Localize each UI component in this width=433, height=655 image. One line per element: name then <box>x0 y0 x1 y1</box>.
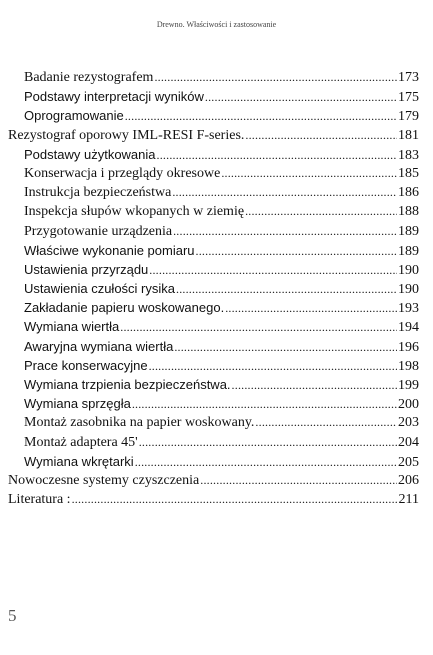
toc-entry <box>8 337 419 356</box>
toc-entry-title: Wymiana wiertła <box>24 319 120 335</box>
toc-entry <box>8 68 419 87</box>
toc-leader-dots <box>149 357 397 376</box>
toc-entry-title: Awaryjna wymiana wiertła <box>24 338 174 354</box>
toc-leader-dots <box>154 68 397 87</box>
toc-entry <box>8 106 419 125</box>
toc-entry <box>8 145 419 164</box>
toc-entry <box>8 317 419 336</box>
toc-entry-page: 190 <box>398 282 419 298</box>
toc-entry-page: 205 <box>398 454 419 470</box>
toc-entry-title: Ustawienia przyrządu <box>24 261 149 277</box>
toc-leader-dots <box>135 453 397 472</box>
toc-leader-dots <box>196 242 397 261</box>
toc-entry-title: Wymiana trzpienia bezpieczeństwa. <box>24 377 231 392</box>
toc-entry-title: Właściwe wykonanie pomiaru <box>24 242 195 258</box>
toc-entry-title: Oprogramowanie <box>24 108 124 124</box>
toc-entry <box>8 202 419 221</box>
toc-entry-title: Inspekcja słupów wkopanych w ziemię <box>24 204 245 220</box>
toc-leader-dots <box>200 471 397 490</box>
toc-leader-dots <box>139 433 397 452</box>
toc-entry-page: 181 <box>398 127 419 143</box>
toc-entry-page: 189 <box>398 243 419 259</box>
toc-entry <box>8 356 419 375</box>
toc-entry-page: 206 <box>398 472 419 488</box>
toc-leader-dots <box>125 107 397 126</box>
toc-entry <box>8 126 419 145</box>
page-number: 5 <box>8 606 17 625</box>
toc-entry <box>8 260 419 279</box>
running-header: Drewno. Właściwości i zastosowanie <box>156 20 277 29</box>
toc-entry-page: 198 <box>398 358 419 374</box>
toc-entry-title: Podstawy interpretacji wyników <box>24 89 204 105</box>
toc-leader-dots <box>225 299 397 318</box>
toc-entry-title: Badanie rezystografem <box>24 70 154 85</box>
toc-leader-dots <box>173 222 397 241</box>
toc-leader-dots <box>221 164 397 183</box>
toc-entry-title: Wymiana wkrętarki <box>24 453 134 469</box>
toc-entry <box>8 375 419 394</box>
toc-entry-page: 211 <box>398 492 419 508</box>
toc-leader-dots <box>205 88 397 107</box>
toc-leader-dots <box>245 126 397 145</box>
toc-entry-page: 190 <box>398 262 419 278</box>
toc-leader-dots <box>176 280 397 299</box>
toc-entry-page: 179 <box>398 109 419 125</box>
toc-leader-dots <box>232 376 397 395</box>
table-of-contents <box>8 68 419 509</box>
toc-leader-dots <box>157 146 397 165</box>
toc-entry-title: Ustawienia czułości rysika <box>24 281 175 297</box>
toc-entry-page: 183 <box>398 147 419 163</box>
toc-entry-page: 194 <box>398 320 419 336</box>
toc-entry-title: Nowoczesne systemy czyszczenia <box>8 472 200 488</box>
toc-entry-page: 199 <box>398 378 419 393</box>
toc-entry <box>8 452 419 471</box>
toc-leader-dots <box>132 395 397 414</box>
toc-entry-title: Instrukcja bezpieczeństwa <box>24 185 172 201</box>
toc-entry-title: Rezystograf oporowy IML-RESI F-series. <box>8 127 245 143</box>
toc-entry-title: Wymiana sprzęgła <box>24 396 131 412</box>
toc-entry <box>8 471 419 490</box>
toc-entry <box>8 298 419 317</box>
toc-entry <box>8 433 419 452</box>
toc-leader-dots <box>72 490 398 509</box>
toc-entry-page: 186 <box>398 185 419 201</box>
toc-leader-dots <box>172 183 397 202</box>
toc-entry <box>8 222 419 241</box>
toc-entry-page: 189 <box>398 223 419 239</box>
toc-entry-page: 173 <box>398 70 419 85</box>
toc-leader-dots <box>255 413 397 432</box>
toc-entry <box>8 490 419 509</box>
toc-entry-title: Zakładanie papieru woskowanego. <box>24 300 225 316</box>
toc-leader-dots <box>245 202 397 221</box>
toc-entry-title: Prace konserwacyjne <box>24 357 148 373</box>
toc-entry-page: 185 <box>398 165 419 181</box>
toc-entry-title: Literatura : <box>8 492 71 508</box>
toc-entry <box>8 183 419 202</box>
toc-entry-title: Przygotowanie urządzenia <box>24 223 173 239</box>
toc-entry <box>8 87 419 106</box>
toc-entry-page: 196 <box>398 339 419 355</box>
toc-entry <box>8 413 419 432</box>
toc-entry-title: Montaż adaptera 45' <box>24 434 138 450</box>
toc-leader-dots <box>120 318 397 337</box>
toc-entry-page: 200 <box>398 397 419 413</box>
toc-entry-title: Konserwacja i przeglądy okresowe <box>24 165 221 181</box>
toc-leader-dots <box>149 261 397 280</box>
toc-entry <box>8 394 419 413</box>
toc-entry <box>8 279 419 298</box>
toc-entry-page: 193 <box>398 301 419 317</box>
toc-entry <box>8 164 419 183</box>
toc-entry-page: 204 <box>398 434 419 450</box>
toc-entry-page: 175 <box>398 90 419 106</box>
toc-leader-dots <box>174 338 397 357</box>
toc-entry-page: 203 <box>398 415 419 431</box>
toc-entry-title: Podstawy użytkowania <box>24 146 156 162</box>
toc-entry-page: 188 <box>398 204 419 220</box>
toc-entry <box>8 241 419 260</box>
toc-entry-title: Montaż zasobnika na papier woskowany. <box>24 415 255 431</box>
